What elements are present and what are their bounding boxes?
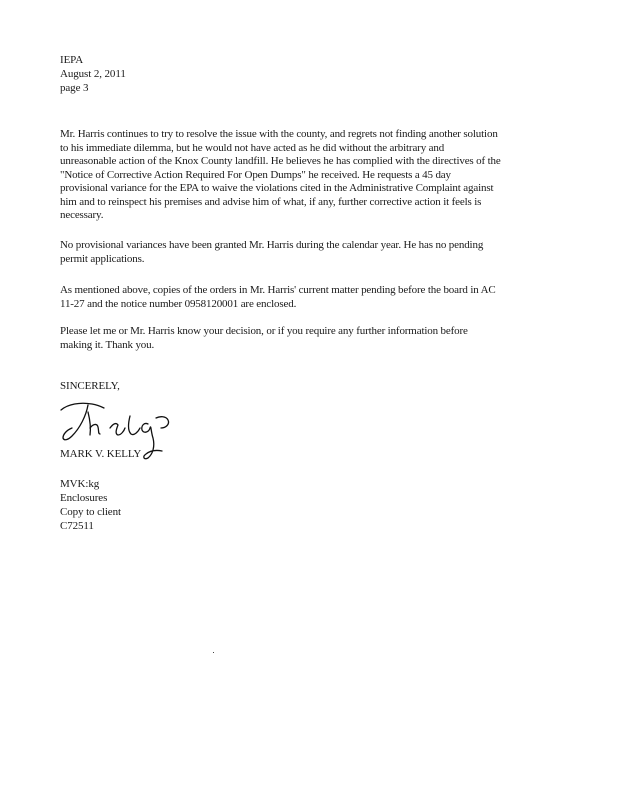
paragraph-3 xyxy=(60,284,580,311)
paragraph-2-line: No provisional variances have been granted Mr. Harris during the calendar year. He has no pending xyxy=(60,239,484,251)
paragraph-1-line: "Notice of Corrective Action Required For Open Dumps" he received. He requests a 45 day xyxy=(60,168,451,181)
paragraph-4 xyxy=(60,325,580,352)
paragraph-1-line: to his immediate dilemma, but he would not have acted as he did without the arbitrary and xyxy=(60,141,445,154)
typist-initials: MVK:kg xyxy=(60,478,100,490)
paragraph-1-line: Mr. Harris continues to try to resolve the issue with the county, and regrets not finding another solution xyxy=(60,128,498,140)
paragraph-1 xyxy=(60,128,580,223)
paragraph-4-line: making it. Thank you. xyxy=(60,338,155,351)
paragraph-3-line: As mentioned above, copies of the orders in Mr. Harris' current matter pending before the board in AC xyxy=(60,284,496,296)
paragraph-1-line: him and to reinspect his premises and advise him of what, if any, further corrective action it feels is xyxy=(60,195,482,208)
paragraph-1-line: necessary. xyxy=(60,209,104,221)
document-code: C72511 xyxy=(60,520,94,532)
signatory-name: MARK V. KELLY xyxy=(60,448,142,460)
copy-note: Copy to client xyxy=(60,506,121,518)
paragraph-1-line: unreasonable action of the Knox County landfill. He believes he has complied with the directives of the xyxy=(60,155,501,167)
letter-date: August 2, 2011 xyxy=(60,68,126,80)
paragraph-2 xyxy=(60,239,580,266)
paragraph-1-line: provisional variance for the EPA to waive the violations cited in the Administrative Complaint against xyxy=(60,182,494,194)
recipient: IEPA xyxy=(60,54,84,66)
scan-speck xyxy=(213,652,214,653)
enclosures-note: Enclosures xyxy=(60,492,108,504)
page-number: page 3 xyxy=(60,82,89,94)
paragraph-3-line: 11-27 and the notice number 0958120001 are enclosed. xyxy=(60,297,297,310)
paragraph-2-line: permit applications. xyxy=(60,252,145,265)
salutation: SINCERELY, xyxy=(60,380,120,392)
paragraph-4-line: Please let me or Mr. Harris know your decision, or if you require any further information before xyxy=(60,325,468,337)
